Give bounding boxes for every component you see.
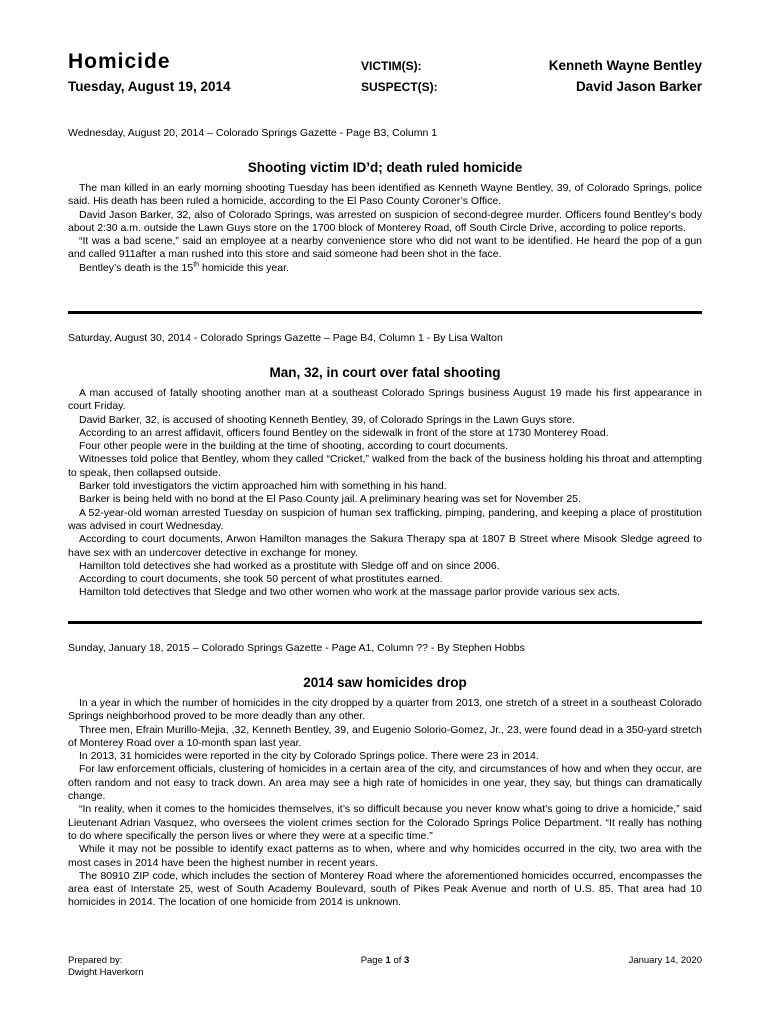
victim-name: Kenneth Wayne Bentley	[548, 58, 702, 73]
article-source: Sunday, January 18, 2015 – Colorado Springs Gazette - Page A1, Column ?? - By Stephen Hobbs	[68, 642, 525, 654]
article-2	[68, 332, 702, 600]
article-body	[68, 697, 702, 910]
section-divider	[68, 621, 702, 624]
paragraph: Witnesses told police that Bentley, whom they called “Cricket,” walked from the back of the business holding his throat and attempting to speak, then collapsed outside.	[68, 453, 702, 479]
paragraph: David Barker, 32, is accused of shooting Kenneth Bentley, 39, of Colorado Springs in the Lawn Guys store.	[79, 413, 575, 426]
paragraph: A 52-year-old woman arrested Tuesday on suspicion of human sex trafficking, pimping, pandering, and keeping a place of prostitution was advised in court Wednesday.	[68, 506, 702, 532]
paragraph: Barker told investigators the victim approached him with something in his hand.	[79, 480, 447, 493]
ordinal-suffix: th	[193, 261, 200, 269]
incident-date: Tuesday, August 19, 2014	[68, 79, 231, 94]
section-divider	[68, 311, 702, 314]
page-text: Page	[360, 955, 386, 966]
article-body	[68, 387, 702, 600]
article-1	[68, 127, 702, 275]
paragraph: According to court documents, Arwon Hamilton manages the Sakura Therapy spa at 1807 B Street where Misook Sledge agreed to have sex with an undercover detective in exchange for money.	[68, 533, 702, 559]
paragraph: David Jason Barker, 32, also of Colorado Springs, was arrested on suspicion of second-degree murder. Officers found Bentley’s body about 2:30 a.m. outside the Lawn Guys store on the 1700 block of Monterey Road, off South Circle Drive, according to police reports.	[68, 208, 702, 234]
paragraph: For law enforcement officials, clustering of homicides in a certain area of the city, and circumstances of how and when they occur, are often random and not easy to track down. An area may see a high rate of homicides in one year, they say, but things can dramatically change.	[68, 763, 702, 803]
article-headline: Man, 32, in court over fatal shooting	[269, 365, 501, 380]
page-total: 3	[404, 955, 410, 966]
paragraph-text: Bentley’s death is the 15	[79, 261, 194, 274]
paragraph-text: homicide this year.	[199, 261, 289, 274]
document-header	[68, 50, 702, 100]
article-source: Saturday, August 30, 2014 - Colorado Springs Gazette – Page B4, Column 1 - By Lisa Walton	[68, 332, 503, 344]
document-title: Homicide	[68, 50, 171, 73]
paragraph: In a year in which the number of homicides in the city dropped by a quarter from 2013, one stretch of a street in a southeast Colorado Springs neighborhood proved to be more deadly than any other.	[68, 697, 702, 723]
paragraph	[68, 262, 702, 275]
article-body	[68, 182, 702, 275]
paragraph: Barker is being held with no bond at the El Paso County jail. A preliminary hearing was set for November 25.	[79, 493, 581, 506]
footer-date: January 14, 2020	[628, 955, 702, 966]
preparer-name: Dwight Haverkorn	[68, 967, 144, 978]
paragraph: Hamilton told detectives she had worked as a prostitute with Sledge off and on since 2006.	[79, 559, 500, 572]
paragraph: Four other people were in the building at the time of shooting, according to court documents.	[79, 440, 509, 453]
page-of: of	[390, 955, 405, 966]
page-indicator	[68, 955, 702, 967]
paragraph: While it may not be possible to identify exact patterns as to when, where and why homicides occurred in the city, two area with the most cases in 2014 have been the highest number in recent years.	[68, 843, 702, 869]
article-headline: 2014 saw homicides drop	[303, 675, 467, 690]
victim-label: VICTIM(S):	[361, 59, 422, 73]
paragraph: “In reality, when it comes to the homicides themselves, it’s so difficult because you never know what’s going to drive a homicide,” said Lieutenant Adrian Vasquez, who oversees the violent crimes section for the Colorado Springs Police Department. “It really has nothing to do where specifically the person lives or where they were at a specific time.”	[68, 803, 702, 842]
page-number: 1	[385, 955, 391, 966]
article-source: Wednesday, August 20, 2014 – Colorado Springs Gazette - Page B3, Column 1	[68, 127, 438, 139]
paragraph: Three men, Efrain Murillo-Mejia, ,32, Kenneth Bentley, 39, and Eugenio Solorio-Gomez, Jr., 23, were found dead in a 350-yard stretch of Monterey Road over a 10-month span last year.	[68, 723, 702, 749]
prepared-label: Prepared by:	[68, 955, 123, 966]
suspect-label: SUSPECT(S):	[361, 80, 438, 94]
paragraph: “It was a bad scene,” said an employee at a nearby convenience store who did not want to be identified. He heard the pop of a gun and called 911after a man rushed into this store and said someone had been shot in the face.	[68, 235, 702, 261]
paragraph: In 2013, 31 homicides were reported in the city by Colorado Springs police. There were 23 in 2014.	[79, 750, 539, 763]
suspect-name: David Jason Barker	[575, 79, 702, 94]
paragraph: A man accused of fatally shooting another man at a southeast Colorado Springs business August 19 made his first appearance in court Friday.	[68, 387, 702, 413]
paragraph: Hamilton told detectives that Sledge and two other women who work at the massage parlor provide various sex acts.	[79, 586, 621, 599]
paragraph: The man killed in an early morning shooting Tuesday has been identified as Kenneth Wayne Bentley, 39, of Colorado Springs, police said. His death has been ruled a homicide, according to the El Paso County Coroner’s Office.	[68, 182, 702, 208]
paragraph: The 80910 ZIP code, which includes the section of Monterey Road where the aforementioned homicides occurred, encompasses the area east of Interstate 25, west of South Academy Boulevard, south of Pikes Peak Avenue and north of U.S. 85. That area had 10 homicides in 2014. The location of one homicide from 2014 is unknown.	[68, 869, 702, 909]
article-3	[68, 642, 702, 910]
article-headline: Shooting victim ID’d; death ruled homicide	[247, 160, 523, 175]
paragraph: According to an arrest affidavit, officers found Bentley on the sidewalk in front of the store at 1730 Monterey Road.	[79, 426, 609, 439]
paragraph: According to court documents, she took 50 percent of what prostitutes earned.	[79, 573, 443, 586]
